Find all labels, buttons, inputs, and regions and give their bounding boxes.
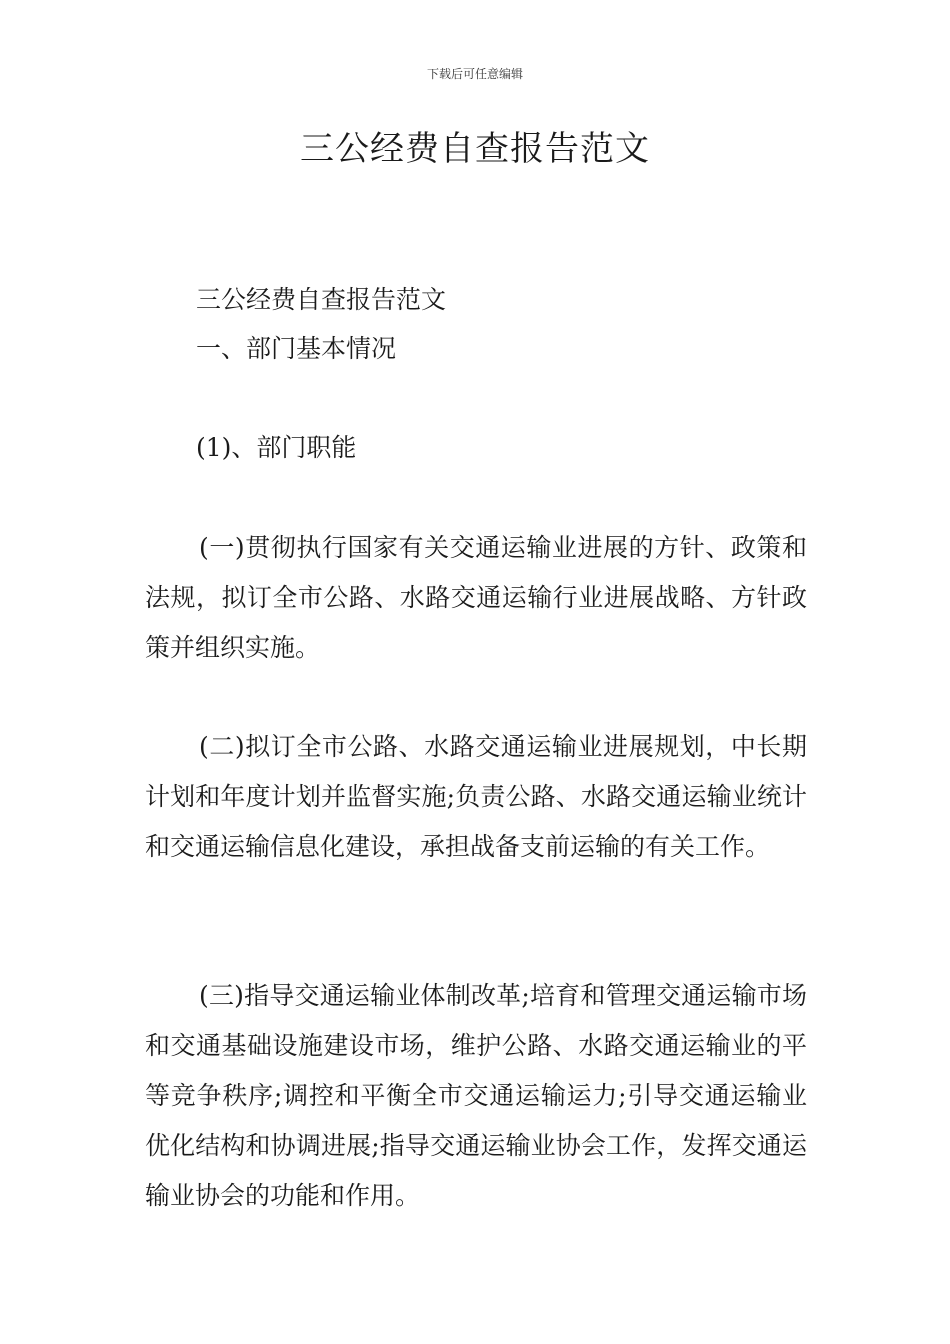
section-heading-basic-info: 一、部门基本情况 [196, 334, 397, 363]
paragraph-function-1: (一)贯彻执行国家有关交通运输业进展的方针、政策和法规，拟订全市公路、水路交通运输行业进展战略、方针政策并组织实施。 [145, 533, 807, 662]
header-note: 下载后可任意编辑 [426, 67, 523, 81]
subsection-heading-functions: (1)、部门职能 [196, 433, 357, 462]
document-subtitle: 三公经费自查报告范文 [196, 285, 447, 314]
document-title: 三公经费自查报告范文 [300, 129, 650, 169]
paragraph-function-3: (三)指导交通运输业体制改革;培育和管理交通运输市场和交通基础设施建设市场，维护公路、水路交通运输业的平等竞争秩序;调控和平衡全市交通运输运力;引导交通运输业优化结构和协调进展;指导交通运输业协会工作，发挥交通运输业协会的功能和作用。 [145, 981, 807, 1210]
paragraph-function-2: (二)拟订全市公路、水路交通运输业进展规划，中长期计划和年度计划并监督实施;负责公路、水路交通运输业统计和交通运输信息化建设，承担战备支前运输的有关工作。 [145, 732, 807, 861]
